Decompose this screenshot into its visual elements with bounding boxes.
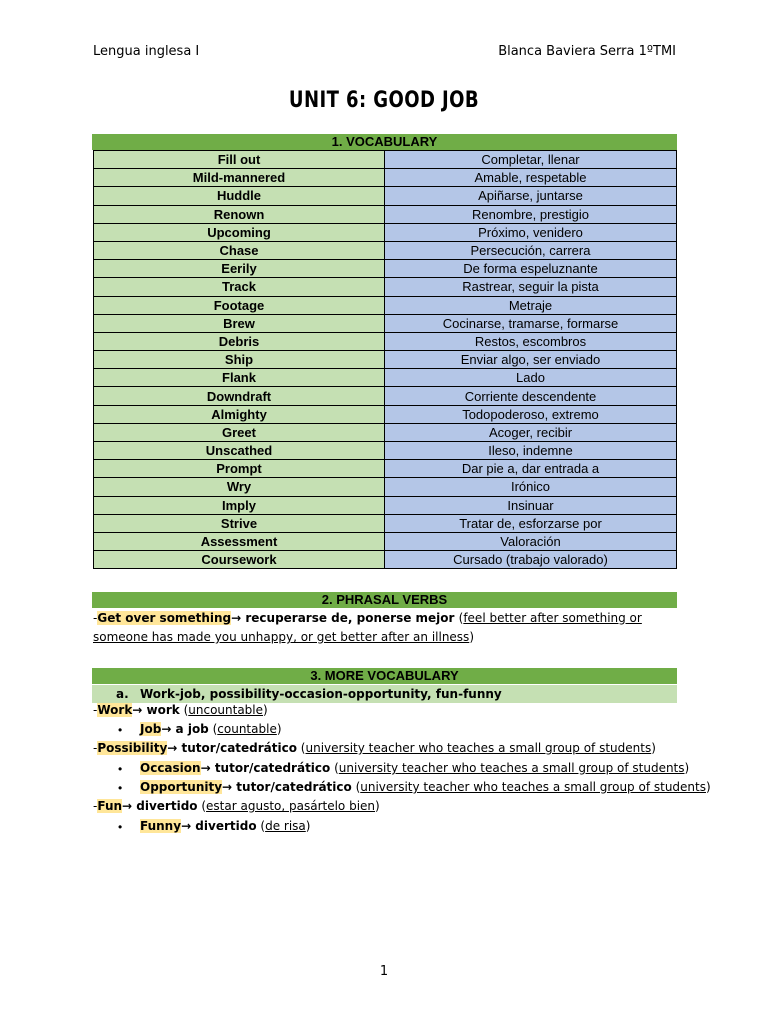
bullet-icon: • [118,762,123,776]
table-row [94,405,677,423]
english-term: Strive [94,514,385,532]
spanish-translation: Apiñarse, juntarse [385,187,677,205]
english-term: Prompt [94,460,385,478]
bullet-icon: • [118,820,123,834]
list-item [93,799,380,813]
spanish-translation: Amable, respetable [385,169,677,187]
list-item [93,741,656,755]
arrow-icon: → [181,819,192,833]
term-meaning: tutor/catedrático [232,780,352,794]
spanish-translation: Lado [385,369,677,387]
paren: ) [263,703,268,717]
table-row [94,514,677,532]
term-meaning: divertido [132,799,198,813]
table-row [94,314,677,332]
section-more-heading: 3. MORE VOCABULARY [92,668,677,684]
vocab-term: Opportunity [140,780,223,794]
spanish-translation: Renombre, prestigio [385,205,677,223]
term-note: university teacher who teaches a small group of students [338,761,685,775]
spanish-translation: Restos, escombros [385,332,677,350]
table-row [94,260,677,278]
english-term: Huddle [94,187,385,205]
paren: ) [469,630,474,644]
vocab-term: Funny [140,819,182,833]
spanish-translation: Rastrear, seguir la pista [385,278,677,296]
table-row [94,478,677,496]
spanish-translation: Valoración [385,532,677,550]
bullet-icon: • [118,781,123,795]
term-meaning: divertido [191,819,257,833]
phrasal-meaning: recuperarse de, ponerse mejor [241,611,459,625]
term-note: university teacher who teaches a small group of students [360,780,706,794]
bullet-icon: • [118,723,123,737]
english-term: Downdraft [94,387,385,405]
term-meaning: tutor/catedrático [210,761,331,775]
page-number: 1 [379,964,389,979]
paren: ( [296,741,306,755]
table-row [94,460,677,478]
table-row [94,187,677,205]
english-term: Flank [94,369,385,387]
english-term: Upcoming [94,223,385,241]
paren: ( [197,799,207,813]
term-note: de risa [265,819,306,833]
arrow-icon: → [167,741,178,755]
arrow-icon: → [161,722,172,736]
english-term: Ship [94,351,385,369]
english-term: Brew [94,314,385,332]
arrow-icon: → [200,761,211,775]
paren: ( [179,703,189,717]
english-term: Debris [94,332,385,350]
spanish-translation: Corriente descendente [385,387,677,405]
paren: ) [684,761,690,775]
subsection-index: a. [116,687,129,701]
list-item [140,761,689,775]
english-term: Coursework [94,551,385,569]
dash: - [93,799,98,813]
phrasal-entry [93,609,679,647]
english-term: Eerily [94,260,385,278]
term-note: countable [217,722,277,736]
english-term: Assessment [94,532,385,550]
spanish-translation: Ileso, indemne [385,442,677,460]
table-row [94,169,677,187]
spanish-translation: Todopoderoso, extremo [385,405,677,423]
vocab-term: Possibility [97,741,168,755]
table-row [94,296,677,314]
table-row [94,351,677,369]
phrasal-term: Get over something [97,611,232,625]
arrow-icon: → [222,780,233,794]
english-term: Footage [94,296,385,314]
table-row [94,223,677,241]
table-row [94,442,677,460]
header-author: Blanca Baviera Serra 1ºTMI [498,44,676,59]
dash: - [93,741,98,755]
spanish-translation: Persecución, carrera [385,241,677,259]
vocab-term: Job [140,722,162,736]
dash: - [93,703,98,717]
term-meaning: a job [171,722,209,736]
header-course: Lengua inglesa I [93,44,200,59]
english-term: Track [94,278,385,296]
paren: ) [305,819,311,833]
spanish-translation: Cursado (trabajo valorado) [385,551,677,569]
term-meaning: tutor/catedrático [177,741,297,755]
english-term: Renown [94,205,385,223]
english-term: Unscathed [94,442,385,460]
english-term: Chase [94,241,385,259]
spanish-translation: De forma espeluznante [385,260,677,278]
spanish-translation: Metraje [385,296,677,314]
arrow-icon: → [122,799,133,813]
paren: ( [351,780,361,794]
table-row [94,532,677,550]
spanish-translation: Próximo, venidero [385,223,677,241]
spanish-translation: Completar, llenar [385,151,677,169]
term-note: estar agusto, pasártelo bien [206,799,376,813]
vocab-term: Fun [97,799,123,813]
english-term: Almighty [94,405,385,423]
paren: ( [330,761,339,775]
spanish-translation: Acoger, recibir [385,423,677,441]
paren: ( [256,819,266,833]
table-row [94,387,677,405]
table-row [94,423,677,441]
term-note: university teacher who teaches a small group of students [305,741,652,755]
paren: ( [208,722,218,736]
spanish-translation: Irónico [385,478,677,496]
table-row [94,496,677,514]
paren: ) [375,799,380,813]
paren: ( [458,611,464,625]
list-item [140,780,711,794]
spanish-translation: Enviar algo, ser enviado [385,351,677,369]
page-title: UNIT 6: GOOD JOB [288,88,480,113]
vocab-term: Work [97,703,133,717]
section-vocabulary-heading: 1. VOCABULARY [92,134,677,150]
table-row [94,151,677,169]
section-phrasal-heading: 2. PHRASAL VERBS [92,592,677,608]
subsection-heading [92,685,677,703]
paren: ) [276,722,282,736]
paren: ) [705,780,711,794]
table-row [94,332,677,350]
list-item [140,722,282,736]
spanish-translation: Tratar de, esforzarse por [385,514,677,532]
english-term: Mild-mannered [94,169,385,187]
table-row [94,241,677,259]
arrow-icon: → [231,611,242,625]
english-term: Wry [94,478,385,496]
english-term: Greet [94,423,385,441]
english-term: Fill out [94,151,385,169]
spanish-translation: Insinuar [385,496,677,514]
list-item [140,819,310,833]
english-term: Imply [94,496,385,514]
table-row [94,205,677,223]
table-row [94,278,677,296]
spanish-translation: Dar pie a, dar entrada a [385,460,677,478]
term-meaning: work [142,703,180,717]
arrow-icon: → [132,703,143,717]
phrasal-definition: feel better after something or someone has made you unhappy, or get better after an illness [93,611,642,644]
term-note: uncountable [188,703,264,717]
paren: ) [651,741,656,755]
dash: - [93,611,98,625]
vocab-term: Occasion [140,761,201,775]
vocabulary-table [93,150,677,569]
table-row [94,551,677,569]
spanish-translation: Cocinarse, tramarse, formarse [385,314,677,332]
list-item [93,703,268,717]
table-row [94,369,677,387]
subsection-label: Work-job, possibility-occasion-opportunity, fun-funny [140,687,502,701]
